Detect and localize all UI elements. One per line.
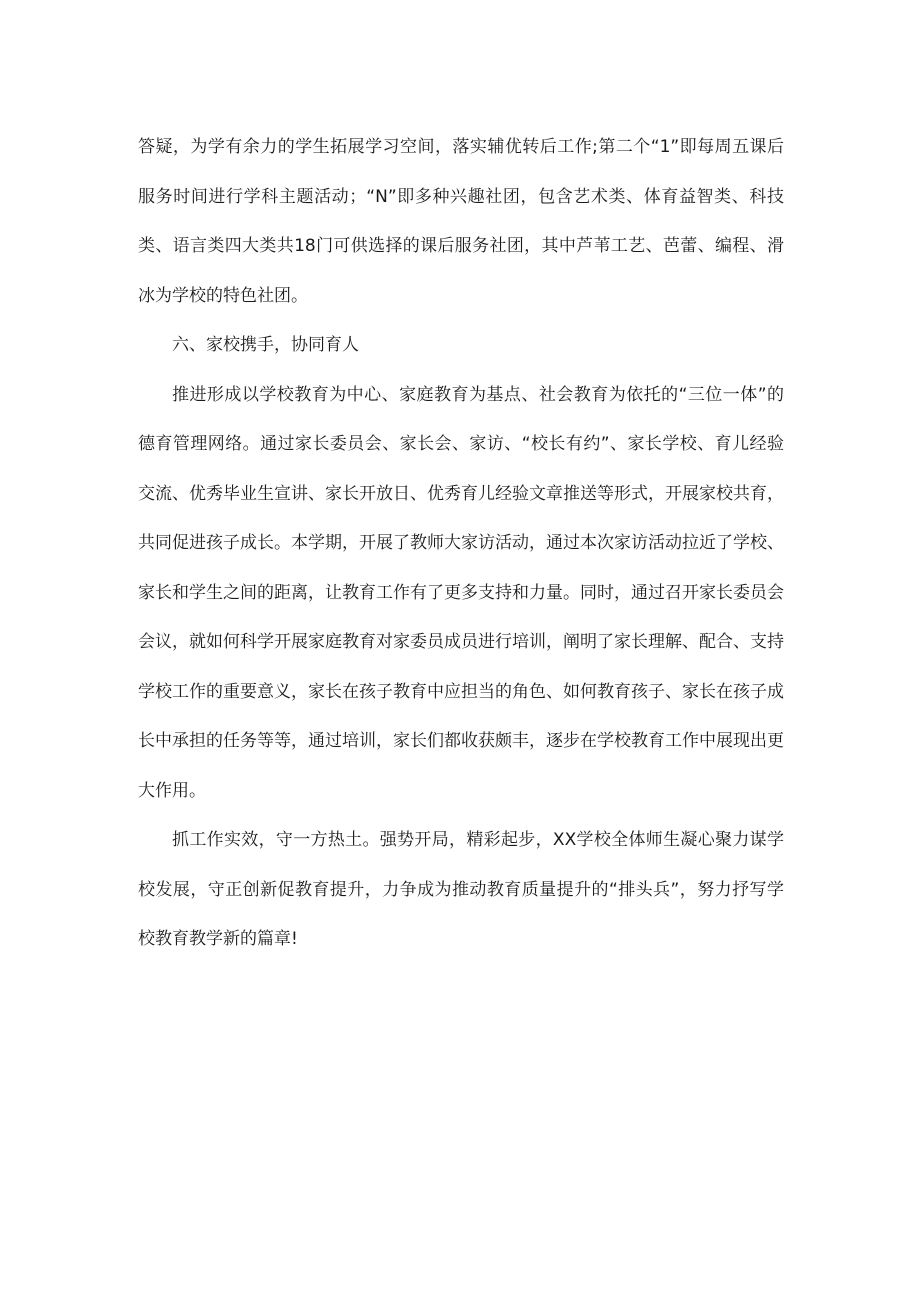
conclusion-paragraph: 抓工作实效，守一方热土。强势开局，精彩起步，XX学校全体师生凝心聚力谋学校发展，守正创新促教育提升，力争成为推动教育质量提升的“排头兵”，努力抒写学校教育教学新的篇章! [138, 830, 784, 949]
continuation-paragraph: 答疑，为学有余力的学生拓展学习空间，落实辅优转后工作;第二个“1”即每周五课后服务时间进行学科主题活动；“N”即多种兴趣社团，包含艺术类、体育益智类、科技类、语言类四大类共18门可供选择的课后服务社团，其中芦苇工艺、芭蕾、编程、滑冰为学校的特色社团。 [138, 137, 784, 306]
home-school-paragraph: 推进形成以学校教育为中心、家庭教育为基点、社会教育为依托的“三位一体”的德育管理网络。通过家长委员会、家长会、家访、“校长有约”、家长学校、育儿经验交流、优秀毕业生宣讲、家长开放日、优秀育儿经验文章推送等形式，开展家校共育，共同促进孩子成长。本学期，开展了教师大家访活动，通过本次家访活动拉近了学校、家长和学生之间的距离，让教育工作有了更多支持和力量。同时，通过召开家长委员会会议，就如何科学开展家庭教育对家委员成员进行培训，阐明了家长理解、配合、支持学校工作的重要意义，家长在孩子教育中应担当的角色、如何教育孩子、家长在孩子成长中承担的任务等等，通过培训，家长们都收获颇丰，逐步在学校教育工作中展现出更大作用。 [138, 384, 784, 801]
document-body [138, 123, 784, 965]
section-heading: 六、家校携手，协同育人 [172, 335, 359, 355]
